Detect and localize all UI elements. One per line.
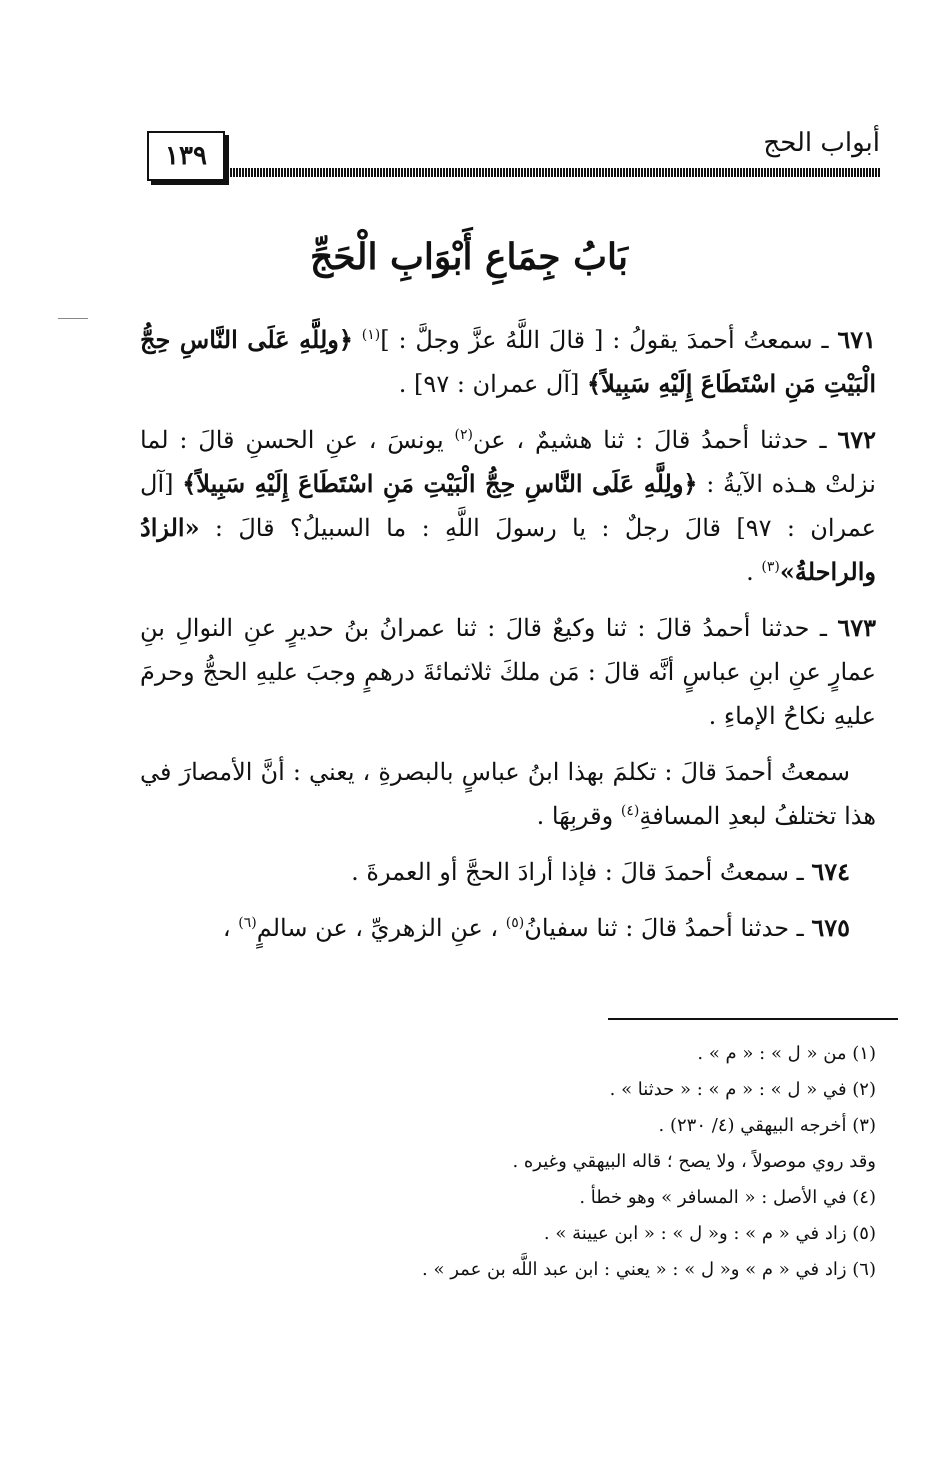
footnote-ref: (٤) (620, 803, 640, 819)
quran-verse: ﴿ولِلَّهِ عَلَى النَّاسِ حِجُّ الْبَيْتِ مَنِ اسْتَطَاعَ إِلَيْهِ سَبِيلاً﴾ (140, 325, 876, 398)
footnote: (٣) أخرجه البيهقي (٤/ ٢٣٠) . (658, 1115, 876, 1136)
page-number (147, 131, 225, 181)
footnote: (٢) في « ل » : « م » : « حدثنا » . (609, 1079, 876, 1100)
text-run: ، عنِ الزهريِّ ، عن سالمٍ (256, 914, 506, 942)
hadith-number: ٦٧٢ (837, 425, 876, 454)
text-run: ـ حدثنا أحمدُ قالَ : ثنا هشيمٌ ، عن (472, 426, 838, 454)
text-run: يونسَ ، عنِ الحسنِ قالَ : لما نزلتْ هـذه الآيةُ : (140, 426, 876, 498)
footnote-continuation: وقد روي موصولاً ، ولا يصح ؛ قاله البيهقي وغيره . (512, 1151, 876, 1172)
page-number-text: ١٣٩ (165, 141, 207, 171)
footnote: (١) من « ل » : « م » . (697, 1043, 876, 1064)
footnotes (300, 1036, 876, 1288)
footnote-ref: (٣) (761, 559, 780, 575)
footnote-ref: (١) (361, 327, 381, 343)
verse-reference: [آل عمران : ٩٧] . (398, 370, 588, 398)
paragraph-675 (140, 906, 876, 950)
text-run: ـ حدثنا أحمدُ قالَ : ثنا سفيانُ (524, 914, 812, 942)
text-run: ـ حدثنا أحمدُ قالَ : ثنا وكيعٌ قالَ : ثنا عمرانُ بنُ حديرٍ عنِ النوالِ بنِ عمارٍ عنِ ابنِ عباسٍ أنَّه قالَ : مَن ملكَ ثلاثمائةَ درهمٍ وجبَ عليهِ الحجُّ وحرمَ عليهِ نكاحُ الإماءِ . (140, 614, 876, 730)
text-run: وقربِهَا . (536, 802, 621, 830)
text-run: [آل عمران : ٩٧] قالَ رجلٌ : يا رسولَ اللَّهِ : ما السبيلُ؟ قالَ : (140, 470, 876, 542)
running-title: أبواب الحج (763, 128, 880, 158)
text-run: سمعتُ أحمدَ قالَ : تكلمَ بهذا ابنُ عباسٍ بالبصرةِ ، يعني : أنَّ الأمصارَ في هذا تختلفُ لبعدِ المسافةِ (140, 758, 876, 830)
text-run: ـ سمعتُ أحمدَ قالَ : فإذا أرادَ الحجَّ أو العمرةَ . (351, 858, 812, 886)
quran-verse: ﴿ولِلَّهِ عَلَى النَّاسِ حِجُّ الْبَيْتِ مَنِ اسْتَطَاعَ إِلَيْهِ سَبِيلاً﴾ (182, 469, 698, 498)
text-run (353, 326, 362, 354)
text-run: . (746, 558, 762, 586)
paragraph-673 (140, 606, 876, 738)
footnote: (٦) زاد في « م » و« ل » : « يعني : ابن عبد اللَّه بن عمر » . (422, 1259, 876, 1280)
text-run: ـ سمعتُ أحمدَ يقولُ : [ قالَ اللَّهُ عزَّ وجلَّ : ] (380, 326, 838, 354)
main-text (140, 318, 876, 962)
hadith-number: ٦٧١ (837, 325, 876, 354)
hadith-number: ٦٧٥ (811, 913, 850, 942)
paragraph-commentary (140, 750, 876, 838)
paragraph-672 (140, 418, 876, 594)
text-run: ، (222, 914, 239, 942)
footnote-separator (608, 1018, 898, 1020)
header-rule (230, 168, 880, 177)
footnote-ref: (٥) (505, 915, 525, 931)
chapter-title: بَابُ جِمَاعِ أَبْوَابِ الْحَجِّ (310, 236, 628, 278)
paragraph-674 (140, 850, 876, 894)
hadith-number: ٦٧٤ (811, 857, 850, 886)
footnote-ref: (٢) (454, 427, 473, 443)
prophetic-saying: «الزادُ والراحلةُ» (140, 513, 876, 586)
margin-mark (58, 318, 88, 319)
footnote-ref: (٦) (238, 915, 257, 931)
footnote: (٥) زاد في « م » : و« ل » : « ابن عيينة » . (543, 1223, 876, 1244)
paragraph-671 (140, 318, 876, 406)
footnote: (٤) في الأصل : « المسافر » وهو خطأ . (579, 1187, 876, 1208)
hadith-number: ٦٧٣ (837, 613, 876, 642)
